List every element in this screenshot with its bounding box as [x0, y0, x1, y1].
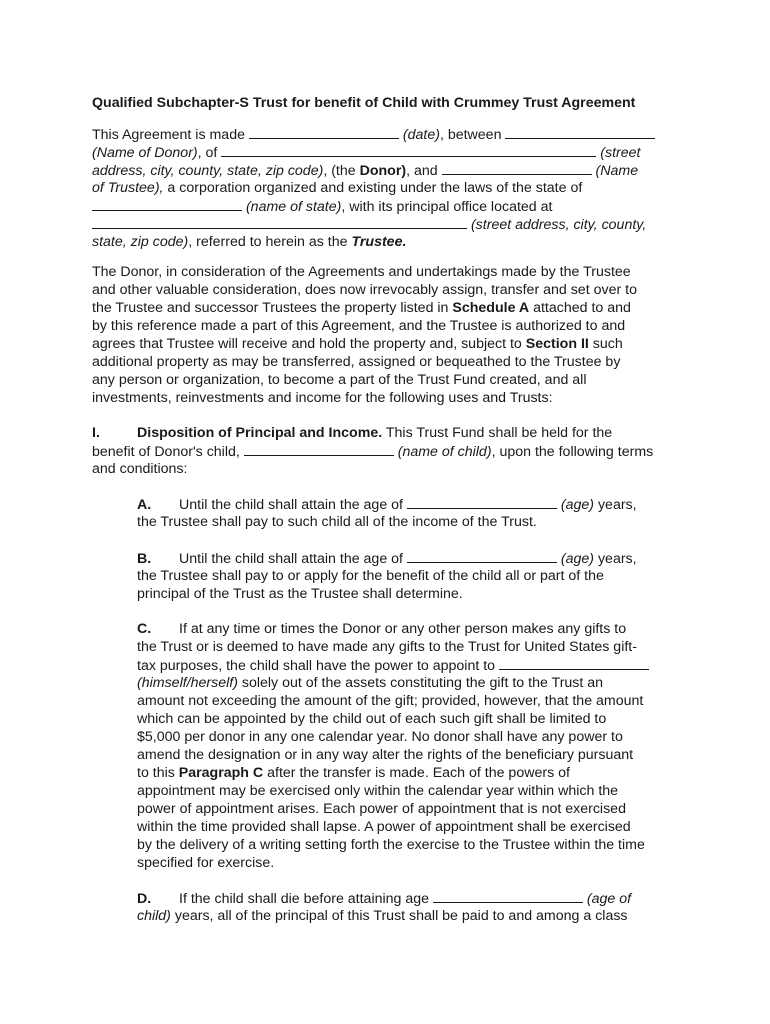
donor-para-line: any person or organization, to become a part of the Trust Fund created, and all: [92, 372, 587, 388]
para-d-line: D. If the child shall die before attaining age (age of: [137, 891, 632, 907]
donor-para-line: investments, reinvestments and income for the following uses and Trusts:: [92, 390, 553, 406]
para-c-line: amend the designation or in any way alter the rights of the beneficiary pursuant: [137, 747, 634, 763]
child-name-blank[interactable]: [244, 442, 394, 456]
donor-para-line: the Trustee and successor Trustees the property listed in Schedule A attached to and: [92, 300, 631, 316]
date-blank[interactable]: [249, 125, 399, 139]
para-c-line: C. If at any time or times the Donor or any other person makes any gifts to: [137, 621, 627, 637]
para-d-line: child) years, all of the principal of this Trust shall be paid to and among a class: [137, 908, 628, 924]
donor-para-line: The Donor, in consideration of the Agreements and undertakings made by the Trustee: [92, 264, 631, 280]
para-c-line: the Trust or is deemed to have made any gifts to the Trust for United States gift-: [137, 639, 637, 655]
intro-line: (name of state), with its principal office located at: [92, 197, 552, 216]
para-c-line: which can be appointed by the child out of each such gift shall be limited to: [137, 711, 607, 727]
intro-line: (street address, city, county,: [92, 215, 646, 234]
para-a-line: A. Until the child shall attain the age of (age) years,: [137, 497, 637, 513]
para-c-line: specified for exercise.: [137, 855, 275, 871]
intro-line: of Trustee), a corporation organized and existing under the laws of the state of: [92, 180, 583, 196]
para-c-line: within the time provided shall lapse. A power of appointment shall be exercised: [137, 819, 631, 835]
para-c-line: amount not exceeding the amount of the gift; provided, however, that the amount: [137, 693, 644, 709]
document-title: Qualified Subchapter-S Trust for benefit of Child with Crummey Trust Agreement: [92, 95, 636, 111]
donor-para-line: additional property as may be transferred, assigned or bequeathed to the Trustee by: [92, 354, 621, 370]
para-b-line: B. Until the child shall attain the age of (age) years,: [137, 551, 637, 567]
donor-address-blank[interactable]: [221, 143, 596, 157]
donor-para-line: agrees that Trustee will receive and hold the property and, subject to Section II such: [92, 336, 623, 352]
para-a-line: the Trustee shall pay to such child all of the income of the Trust.: [137, 514, 537, 530]
donor-para-line: and other valuable consideration, does now irrevocably assign, transfer and set over to: [92, 282, 637, 298]
donor-name-blank[interactable]: [505, 125, 655, 139]
para-b-line: principal of the Trust as the Trustee shall determine.: [137, 586, 463, 602]
age-a-blank[interactable]: [407, 495, 557, 509]
para-b-line: the Trustee shall pay to or apply for the benefit of the child all or part of the: [137, 568, 604, 584]
para-c-line: appointment may be exercised only within the calendar year within which the: [137, 783, 619, 799]
intro-line: (Name of Donor), of (street: [92, 145, 641, 161]
intro-line: This Agreement is made (date), between: [92, 125, 655, 144]
state-blank[interactable]: [92, 197, 242, 211]
trustee-address-blank[interactable]: [92, 215, 467, 229]
section-1-line: benefit of Donor's child, (name of child), upon the following terms: [92, 444, 654, 460]
trustee-name-blank[interactable]: [442, 161, 592, 175]
para-c-line: to this Paragraph C after the transfer is made. Each of the powers of: [137, 765, 570, 781]
intro-line: state, zip code), referred to herein as the Trustee.: [92, 234, 407, 250]
intro-line: address, city, county, state, zip code), (the Donor), and (Name: [92, 163, 639, 179]
section-1-heading: I. Disposition of Principal and Income. This Trust Fund shall be held for the: [92, 425, 613, 441]
para-c-line: tax purposes, the child shall have the power to appoint to: [137, 656, 649, 675]
para-c-line: (himself/herself) solely out of the assets constituting the gift to the Trust an: [137, 675, 604, 691]
appointee-blank[interactable]: [499, 656, 649, 670]
para-c-line: $5,000 per donor in any one calendar year. No donor shall have any power to: [137, 729, 623, 745]
age-b-blank[interactable]: [407, 549, 557, 563]
para-c-line: power of appointment arises. Each power of appointment that is not exercised: [137, 801, 626, 817]
para-c-line: by the delivery of a writing setting forth the exercise to the Trustee within the time: [137, 837, 645, 853]
age-d-blank[interactable]: [433, 889, 583, 903]
section-1-line: and conditions:: [92, 461, 188, 477]
donor-para-line: by this reference made a part of this Agreement, and the Trustee is authorized to and: [92, 318, 626, 334]
